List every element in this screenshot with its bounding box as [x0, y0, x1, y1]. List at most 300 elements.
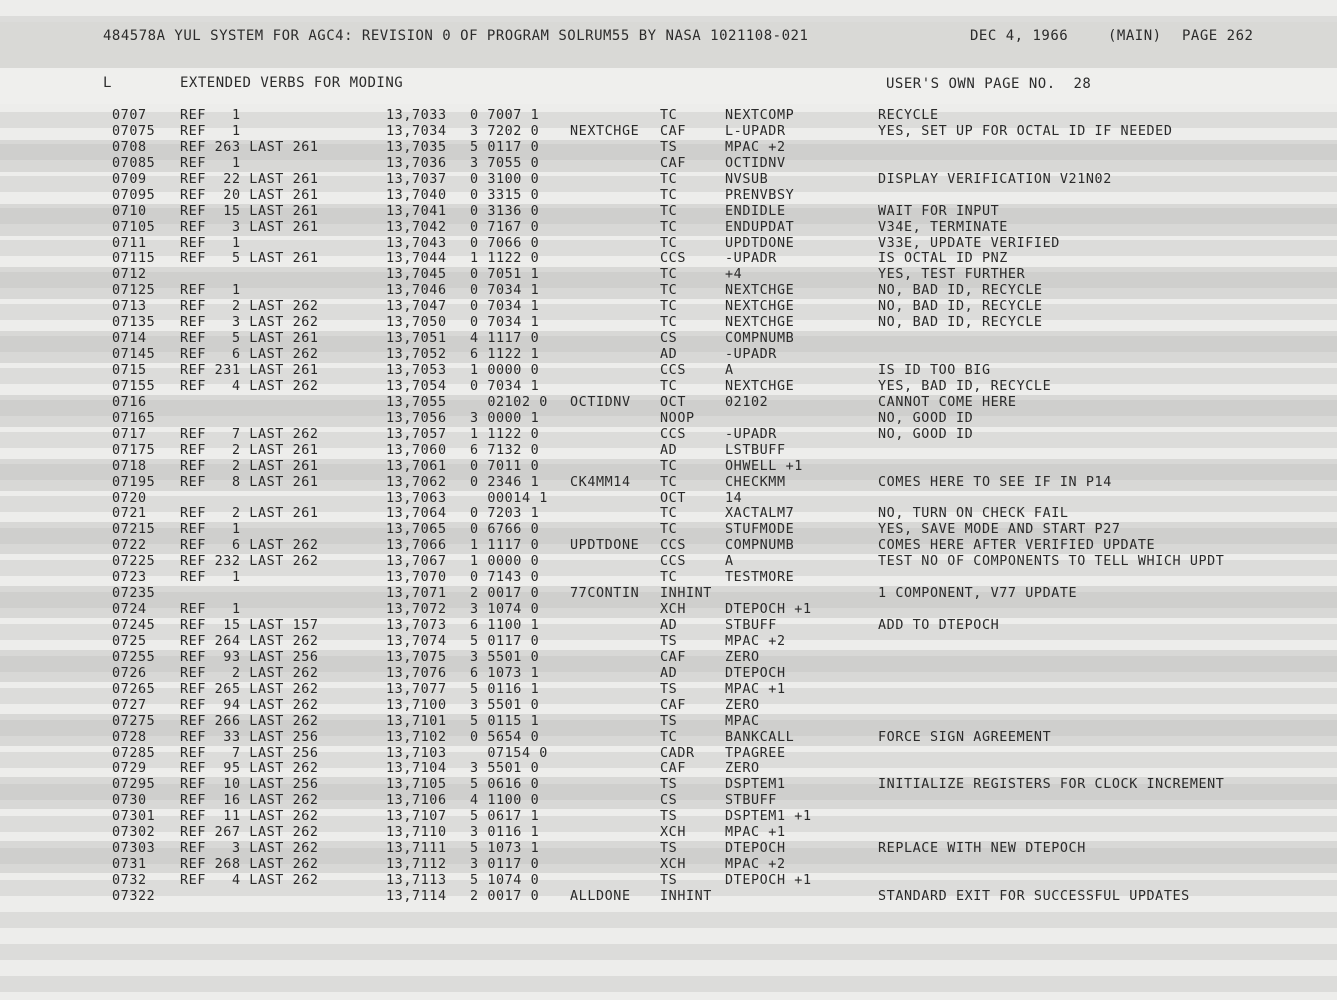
opcode-cell: TC [660, 203, 678, 219]
octal-code-cell: 0 3136 0 [470, 203, 540, 219]
opcode-cell: AD [660, 618, 678, 633]
reference-cell: REF 2 LAST 262 [180, 665, 319, 681]
octal-code-cell: 0 7203 1 [470, 506, 540, 522]
users-own-page-number: USER'S OWN PAGE NO. 28 [886, 76, 1092, 92]
reference-cell: REF 4 LAST 262 [180, 378, 319, 394]
location-cell: 07265 [112, 681, 156, 697]
address-cell: 13,7064 [386, 506, 447, 522]
reference-cell: REF 267 LAST 262 [180, 825, 319, 841]
listing-row [0, 140, 1337, 156]
address-cell: 13,7033 [386, 108, 447, 123]
listing-header-page: PAGE 262 [1182, 28, 1254, 44]
comment-cell: NO, BAD ID, RECYCLE [878, 283, 1043, 299]
opcode-cell: CCS [660, 363, 686, 378]
opcode-cell: CAF [660, 123, 686, 139]
location-cell: 0715 [112, 363, 147, 378]
octal-code-cell: 5 0117 0 [470, 633, 540, 649]
reference-cell: REF 231 LAST 261 [180, 363, 319, 378]
reference-cell: REF 4 LAST 262 [180, 873, 319, 888]
assembly-listing [0, 108, 1337, 905]
address-cell: 13,7047 [386, 299, 447, 315]
operand-cell: L-UPADR [725, 123, 786, 139]
octal-code-cell: 1 1117 0 [470, 538, 540, 554]
location-cell: 0725 [112, 633, 147, 649]
listing-row [0, 793, 1337, 809]
address-cell: 13,7045 [386, 267, 447, 283]
comment-cell: YES, TEST FURTHER [878, 267, 1026, 283]
octal-code-cell: 6 1122 1 [470, 347, 540, 363]
address-cell: 13,7104 [386, 761, 447, 777]
operand-cell: MPAC +2 [725, 633, 786, 649]
octal-code-cell: 0 7066 0 [470, 235, 540, 251]
opcode-cell: TC [660, 108, 678, 123]
location-cell: 07302 [112, 825, 156, 841]
operand-cell: ZERO [725, 761, 760, 777]
opcode-cell: OCT [660, 394, 686, 410]
operand-cell: 02102 [725, 394, 769, 410]
reference-cell: REF 2 LAST 261 [180, 458, 319, 474]
reference-cell: REF 1 [180, 522, 241, 538]
opcode-cell: CAF [660, 697, 686, 713]
location-cell: 07215 [112, 522, 156, 538]
opcode-cell: TC [660, 729, 678, 745]
listing-row [0, 602, 1337, 618]
location-cell: 0720 [112, 490, 147, 506]
operand-cell: -UPADR [725, 426, 777, 442]
octal-code-cell: 0 3100 0 [470, 171, 540, 187]
listing-row [0, 698, 1337, 714]
opcode-cell: TC [660, 299, 678, 315]
operand-cell: BANKCALL [725, 729, 795, 745]
listing-row [0, 554, 1337, 570]
operand-cell: LSTBUFF [725, 442, 786, 458]
octal-code-cell: 1 1122 0 [470, 251, 540, 267]
opcode-cell: CS [660, 331, 678, 347]
comment-cell: CANNOT COME HERE [878, 394, 1017, 410]
address-cell: 13,7060 [386, 442, 447, 458]
opcode-cell: CCS [660, 538, 686, 554]
reference-cell: REF 33 LAST 256 [180, 729, 319, 745]
location-cell: 0709 [112, 171, 147, 187]
address-cell: 13,7100 [386, 697, 447, 713]
address-cell: 13,7070 [386, 570, 447, 586]
reference-cell: REF 15 LAST 157 [180, 618, 319, 633]
listing-row [0, 283, 1337, 299]
comment-cell: YES, SAVE MODE AND START P27 [878, 522, 1121, 538]
reference-cell: REF 7 LAST 256 [180, 745, 319, 761]
address-cell: 13,7074 [386, 633, 447, 649]
reference-cell: REF 6 LAST 262 [180, 538, 319, 554]
octal-code-cell: 6 1100 1 [470, 618, 540, 633]
comment-cell: IS OCTAL ID PNZ [878, 251, 1008, 267]
operand-cell: CHECKMM [725, 474, 786, 490]
octal-code-cell: 5 0116 1 [470, 681, 540, 697]
location-cell: 07075 [112, 123, 156, 139]
opcode-cell: TC [660, 570, 678, 586]
opcode-cell: INHINT [660, 586, 712, 602]
operand-cell: STBUFF [725, 618, 777, 633]
listing-row [0, 650, 1337, 666]
listing-row [0, 347, 1337, 363]
address-cell: 13,7112 [386, 857, 447, 873]
octal-code-cell: 02102 0 [470, 394, 548, 410]
listing-row [0, 538, 1337, 554]
address-cell: 13,7105 [386, 777, 447, 793]
operand-cell: A [725, 554, 734, 570]
comment-cell: NO, GOOD ID [878, 410, 974, 426]
listing-row [0, 634, 1337, 650]
listing-row [0, 220, 1337, 236]
location-cell: 07245 [112, 618, 156, 633]
label-cell: CK4MM14 [570, 474, 631, 490]
reference-cell: REF 1 [180, 283, 241, 299]
operand-cell: ZERO [725, 649, 760, 665]
operand-cell: OCTIDNV [725, 155, 786, 171]
address-cell: 13,7043 [386, 235, 447, 251]
operand-cell: MPAC [725, 713, 760, 729]
comment-cell: STANDARD EXIT FOR SUCCESSFUL UPDATES [878, 888, 1190, 904]
opcode-cell: TC [660, 219, 678, 235]
octal-code-cell: 0 7143 0 [470, 570, 540, 586]
listing-row [0, 618, 1337, 634]
operand-cell: ZERO [725, 697, 760, 713]
comment-cell: REPLACE WITH NEW DTEPOCH [878, 841, 1086, 857]
operand-cell: NVSUB [725, 171, 769, 187]
octal-code-cell: 5 0617 1 [470, 809, 540, 825]
operand-cell: ENDIDLE [725, 203, 786, 219]
location-cell: 07125 [112, 283, 156, 299]
reference-cell: REF 8 LAST 261 [180, 474, 319, 490]
comment-cell: NO, BAD ID, RECYCLE [878, 299, 1043, 315]
operand-cell: MPAC +1 [725, 825, 786, 841]
octal-code-cell: 0 7011 0 [470, 458, 540, 474]
location-cell: 0717 [112, 426, 147, 442]
comment-cell: 1 COMPONENT, V77 UPDATE [878, 586, 1078, 602]
listing-row [0, 857, 1337, 873]
opcode-cell: CS [660, 793, 678, 809]
listing-row [0, 363, 1337, 379]
listing-row [0, 395, 1337, 411]
address-cell: 13,7114 [386, 888, 447, 904]
opcode-cell: TS [660, 139, 678, 155]
octal-code-cell: 0 7051 1 [470, 267, 540, 283]
operand-cell: PRENVBSY [725, 187, 795, 203]
opcode-cell: INHINT [660, 888, 712, 904]
address-cell: 13,7037 [386, 171, 447, 187]
opcode-cell: AD [660, 442, 678, 458]
location-cell: 0711 [112, 235, 147, 251]
octal-code-cell: 5 0115 1 [470, 713, 540, 729]
section-title: EXTENDED VERBS FOR MODING [180, 75, 404, 91]
opcode-cell: OCT [660, 490, 686, 506]
listing-row [0, 841, 1337, 857]
operand-cell: -UPADR [725, 347, 777, 363]
location-cell: 0721 [112, 506, 147, 522]
opcode-cell: CAF [660, 761, 686, 777]
opcode-cell: TC [660, 283, 678, 299]
address-cell: 13,7077 [386, 681, 447, 697]
octal-code-cell: 4 1117 0 [470, 331, 540, 347]
octal-code-cell: 2 0017 0 [470, 586, 540, 602]
reference-cell: REF 1 [180, 123, 241, 139]
listing-header-main: (MAIN) [1108, 28, 1162, 44]
operand-cell: UPDTDONE [725, 235, 795, 251]
listing-row [0, 746, 1337, 762]
reference-cell: REF 6 LAST 262 [180, 347, 319, 363]
reference-cell: REF 232 LAST 262 [180, 554, 319, 570]
reference-cell: REF 1 [180, 235, 241, 251]
listing-row [0, 491, 1337, 507]
comment-cell: YES, SET UP FOR OCTAL ID IF NEEDED [878, 123, 1173, 139]
octal-code-cell: 0 7034 1 [470, 283, 540, 299]
reference-cell: REF 95 LAST 262 [180, 761, 319, 777]
octal-code-cell: 6 1073 1 [470, 665, 540, 681]
opcode-cell: CAF [660, 649, 686, 665]
listing-row [0, 124, 1337, 140]
listing-row [0, 761, 1337, 777]
listing-header-title: 484578A YUL SYSTEM FOR AGC4: REVISION 0 OF PROGRAM SOLRUM55 BY NASA 1021108-021 [103, 28, 809, 44]
address-cell: 13,7075 [386, 649, 447, 665]
comment-cell: FORCE SIGN AGREEMENT [878, 729, 1052, 745]
operand-cell: OHWELL +1 [725, 458, 803, 474]
listing-row [0, 204, 1337, 220]
operand-cell: DTEPOCH +1 [725, 602, 812, 618]
octal-code-cell: 1 0000 0 [470, 554, 540, 570]
reference-cell: REF 5 LAST 261 [180, 251, 319, 267]
location-cell: 0732 [112, 873, 147, 888]
operand-cell: MPAC +2 [725, 857, 786, 873]
comment-cell: RECYCLE [878, 108, 939, 123]
opcode-cell: TS [660, 841, 678, 857]
address-cell: 13,7073 [386, 618, 447, 633]
octal-code-cell: 0 2346 1 [470, 474, 540, 490]
address-cell: 13,7062 [386, 474, 447, 490]
octal-code-cell: 3 0117 0 [470, 857, 540, 873]
octal-code-cell: 0 7167 0 [470, 219, 540, 235]
operand-cell: DSPTEM1 [725, 777, 786, 793]
label-cell: OCTIDNV [570, 394, 631, 410]
octal-code-cell: 0 7007 1 [470, 108, 540, 123]
section-mark: L [103, 75, 112, 91]
location-cell: 0712 [112, 267, 147, 283]
operand-cell: NEXTCHGE [725, 283, 795, 299]
opcode-cell: TC [660, 474, 678, 490]
reference-cell: REF 3 LAST 262 [180, 841, 319, 857]
listing-header-date: DEC 4, 1966 [970, 28, 1069, 44]
listing-row [0, 714, 1337, 730]
address-cell: 13,7051 [386, 331, 447, 347]
opcode-cell: CCS [660, 251, 686, 267]
location-cell: 0708 [112, 139, 147, 155]
opcode-cell: TC [660, 378, 678, 394]
opcode-cell: TS [660, 681, 678, 697]
reference-cell: REF 1 [180, 108, 241, 123]
listing-row [0, 825, 1337, 841]
listing-row [0, 427, 1337, 443]
operand-cell: COMPNUMB [725, 538, 795, 554]
octal-code-cell: 3 0000 1 [470, 410, 540, 426]
address-cell: 13,7055 [386, 394, 447, 410]
opcode-cell: TC [660, 171, 678, 187]
opcode-cell: TS [660, 873, 678, 888]
reference-cell: REF 11 LAST 262 [180, 809, 319, 825]
opcode-cell: TS [660, 777, 678, 793]
address-cell: 13,7102 [386, 729, 447, 745]
comment-cell: IS ID TOO BIG [878, 363, 991, 378]
location-cell: 0724 [112, 602, 147, 618]
operand-cell: COMPNUMB [725, 331, 795, 347]
location-cell: 07235 [112, 586, 156, 602]
location-cell: 07145 [112, 347, 156, 363]
address-cell: 13,7044 [386, 251, 447, 267]
octal-code-cell: 00014 1 [470, 490, 548, 506]
opcode-cell: TC [660, 267, 678, 283]
operand-cell: XACTALM7 [725, 506, 795, 522]
address-cell: 13,7046 [386, 283, 447, 299]
operand-cell: DSPTEM1 +1 [725, 809, 812, 825]
location-cell: 07295 [112, 777, 156, 793]
octal-code-cell: 3 5501 0 [470, 761, 540, 777]
opcode-cell: CCS [660, 554, 686, 570]
reference-cell: REF 5 LAST 261 [180, 331, 319, 347]
comment-cell: INITIALIZE REGISTERS FOR CLOCK INCREMENT [878, 777, 1225, 793]
address-cell: 13,7056 [386, 410, 447, 426]
address-cell: 13,7050 [386, 315, 447, 331]
octal-code-cell: 5 0616 0 [470, 777, 540, 793]
reference-cell: REF 2 LAST 261 [180, 506, 319, 522]
address-cell: 13,7067 [386, 554, 447, 570]
reference-cell: REF 263 LAST 261 [180, 139, 319, 155]
listing-row [0, 570, 1337, 586]
reference-cell: REF 2 LAST 262 [180, 299, 319, 315]
opcode-cell: CADR [660, 745, 695, 761]
location-cell: 0727 [112, 697, 147, 713]
octal-code-cell: 1 0000 0 [470, 363, 540, 378]
reference-cell: REF 2 LAST 261 [180, 442, 319, 458]
opcode-cell: TS [660, 713, 678, 729]
location-cell: 0726 [112, 665, 147, 681]
location-cell: 0722 [112, 538, 147, 554]
listing-row [0, 873, 1337, 889]
octal-code-cell: 5 1073 1 [470, 841, 540, 857]
listing-row [0, 251, 1337, 267]
listing-row [0, 682, 1337, 698]
octal-code-cell: 6 7132 0 [470, 442, 540, 458]
location-cell: 07303 [112, 841, 156, 857]
reference-cell: REF 265 LAST 262 [180, 681, 319, 697]
location-cell: 07195 [112, 474, 156, 490]
address-cell: 13,7034 [386, 123, 447, 139]
operand-cell: NEXTCHGE [725, 315, 795, 331]
listing-row [0, 411, 1337, 427]
listing-row [0, 809, 1337, 825]
location-cell: 0730 [112, 793, 147, 809]
comment-cell: WAIT FOR INPUT [878, 203, 1000, 219]
reference-cell: REF 264 LAST 262 [180, 633, 319, 649]
reference-cell: REF 93 LAST 256 [180, 649, 319, 665]
octal-code-cell: 3 1074 0 [470, 602, 540, 618]
listing-row [0, 586, 1337, 602]
octal-code-cell: 3 5501 0 [470, 697, 540, 713]
octal-code-cell: 0 7034 1 [470, 378, 540, 394]
octal-code-cell: 0 5654 0 [470, 729, 540, 745]
address-cell: 13,7111 [386, 841, 447, 857]
reference-cell: REF 20 LAST 261 [180, 187, 319, 203]
operand-cell: TPAGREE [725, 745, 786, 761]
listing-row [0, 730, 1337, 746]
location-cell: 0718 [112, 458, 147, 474]
location-cell: 0714 [112, 331, 147, 347]
listing-row [0, 379, 1337, 395]
address-cell: 13,7054 [386, 378, 447, 394]
address-cell: 13,7072 [386, 602, 447, 618]
opcode-cell: TC [660, 315, 678, 331]
octal-code-cell: 3 5501 0 [470, 649, 540, 665]
opcode-cell: CAF [660, 155, 686, 171]
address-cell: 13,7113 [386, 873, 447, 888]
address-cell: 13,7066 [386, 538, 447, 554]
location-cell: 0731 [112, 857, 147, 873]
location-cell: 0710 [112, 203, 147, 219]
opcode-cell: TC [660, 235, 678, 251]
address-cell: 13,7035 [386, 139, 447, 155]
opcode-cell: TC [660, 522, 678, 538]
location-cell: 07105 [112, 219, 156, 235]
comment-cell: TEST NO OF COMPONENTS TO TELL WHICH UPDT [878, 554, 1225, 570]
opcode-cell: TC [660, 506, 678, 522]
listing-row [0, 443, 1337, 459]
reference-cell: REF 94 LAST 262 [180, 697, 319, 713]
opcode-cell: TC [660, 458, 678, 474]
location-cell: 07085 [112, 155, 156, 171]
reference-cell: REF 266 LAST 262 [180, 713, 319, 729]
reference-cell: REF 10 LAST 256 [180, 777, 319, 793]
listing-row [0, 522, 1337, 538]
octal-code-cell: 3 0116 1 [470, 825, 540, 841]
octal-code-cell: 4 1100 0 [470, 793, 540, 809]
operand-cell: STUFMODE [725, 522, 795, 538]
address-cell: 13,7063 [386, 490, 447, 506]
octal-code-cell: 07154 0 [470, 745, 548, 761]
octal-code-cell: 3 7202 0 [470, 123, 540, 139]
listing-row [0, 172, 1337, 188]
operand-cell: A [725, 363, 734, 378]
comment-cell: DISPLAY VERIFICATION V21N02 [878, 171, 1112, 187]
reference-cell: REF 1 [180, 602, 241, 618]
address-cell: 13,7036 [386, 155, 447, 171]
opcode-cell: TC [660, 187, 678, 203]
reference-cell: REF 1 [180, 155, 241, 171]
label-cell: 77CONTIN [570, 586, 640, 602]
octal-code-cell: 0 7034 1 [470, 315, 540, 331]
address-cell: 13,7110 [386, 825, 447, 841]
location-cell: 07175 [112, 442, 156, 458]
label-cell: ALLDONE [570, 888, 631, 904]
listing-row [0, 889, 1337, 905]
reference-cell: REF 15 LAST 261 [180, 203, 319, 219]
location-cell: 0716 [112, 394, 147, 410]
address-cell: 13,7101 [386, 713, 447, 729]
address-cell: 13,7107 [386, 809, 447, 825]
location-cell: 07322 [112, 888, 156, 904]
location-cell: 07301 [112, 809, 156, 825]
location-cell: 07165 [112, 410, 156, 426]
location-cell: 0729 [112, 761, 147, 777]
comment-cell: V33E, UPDATE VERIFIED [878, 235, 1060, 251]
listing-row [0, 188, 1337, 204]
operand-cell: STBUFF [725, 793, 777, 809]
operand-cell: NEXTCHGE [725, 299, 795, 315]
